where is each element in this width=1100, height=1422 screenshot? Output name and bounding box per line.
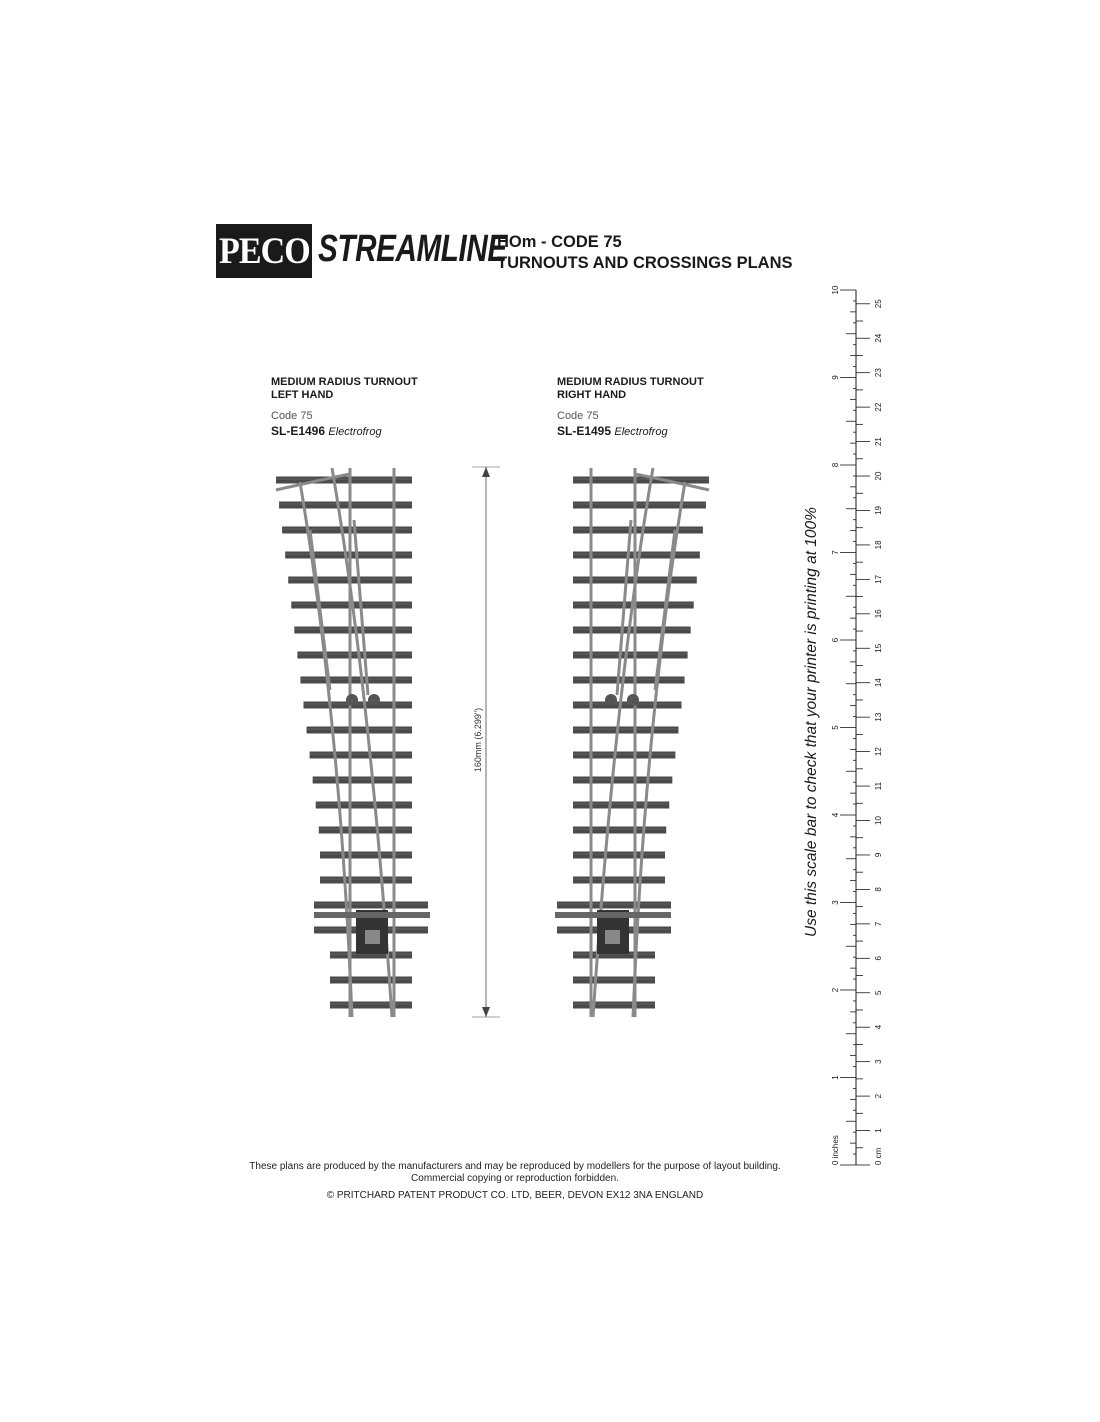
cm-label: 13 bbox=[874, 712, 883, 722]
sleeper bbox=[279, 502, 412, 509]
sleeper bbox=[573, 502, 706, 509]
scale-ruler bbox=[826, 280, 890, 1180]
inch-label: 3 bbox=[831, 900, 840, 905]
sleeper bbox=[330, 977, 412, 984]
frog-bolt bbox=[346, 694, 358, 706]
logo-brand: PECO bbox=[218, 230, 310, 272]
cm-label: 20 bbox=[874, 471, 883, 481]
sleeper bbox=[304, 702, 413, 709]
sleeper bbox=[557, 902, 671, 909]
sleeper bbox=[310, 752, 412, 759]
product-hand: RIGHT HAND bbox=[557, 389, 627, 401]
sleeper bbox=[573, 702, 682, 709]
cm-label: 8 bbox=[874, 887, 883, 892]
sleeper bbox=[319, 827, 412, 834]
inch-label: 5 bbox=[831, 725, 840, 730]
inch-label: 8 bbox=[831, 462, 840, 468]
cm-label: 1 bbox=[874, 1128, 883, 1133]
sleeper bbox=[573, 477, 709, 484]
cm-label: 25 bbox=[874, 299, 883, 309]
inch-label: 2 bbox=[831, 987, 840, 993]
inch-zero-label: 0 inches bbox=[831, 1135, 840, 1165]
cm-label: 15 bbox=[874, 643, 883, 653]
cm-label: 23 bbox=[874, 368, 883, 378]
sleeper bbox=[314, 902, 428, 909]
inch-label: 6 bbox=[831, 637, 840, 643]
cm-label: 4 bbox=[874, 1024, 883, 1030]
sleeper bbox=[307, 727, 412, 734]
point-motor-detail bbox=[365, 930, 380, 944]
cm-label: 16 bbox=[874, 609, 883, 619]
sleeper bbox=[573, 802, 669, 809]
sleeper bbox=[573, 752, 675, 759]
header-title: HOm - CODE 75 bbox=[497, 233, 622, 251]
cm-label: 18 bbox=[874, 540, 883, 550]
product-code: Code 75 bbox=[557, 410, 599, 422]
rail bbox=[633, 482, 685, 1017]
cm-label: 9 bbox=[874, 852, 883, 858]
sleeper bbox=[313, 777, 412, 784]
sleeper bbox=[316, 802, 412, 809]
product-right-label bbox=[557, 376, 704, 438]
footer-notice bbox=[210, 1161, 820, 1185]
cm-label: 12 bbox=[874, 747, 883, 757]
cm-label: 17 bbox=[874, 574, 883, 584]
product-type: Electrofrog bbox=[328, 426, 382, 438]
cm-label: 10 bbox=[874, 816, 883, 825]
product-left-label bbox=[271, 376, 418, 438]
sleeper bbox=[573, 777, 672, 784]
turnout-graphic bbox=[276, 468, 430, 1017]
footer-copyright: © PRITCHARD PATENT PRODUCT CO. LTD, BEER, DEVON EX12 3NA ENGLAND bbox=[326, 1190, 704, 1201]
product-type: Electrofrog bbox=[614, 426, 668, 438]
inch-label: 9 bbox=[831, 375, 840, 380]
sleeper bbox=[573, 827, 666, 834]
tie-bar bbox=[314, 912, 430, 918]
inch-label: 7 bbox=[831, 550, 840, 555]
inch-label: 1 bbox=[831, 1075, 840, 1080]
tie-bar bbox=[555, 912, 671, 918]
turnout-right-plan bbox=[545, 460, 715, 1025]
product-title: MEDIUM RADIUS TURNOUT bbox=[557, 376, 704, 388]
sleeper bbox=[276, 477, 412, 484]
cm-label: 2 bbox=[874, 1093, 883, 1099]
cm-label: 5 bbox=[874, 990, 883, 995]
product-code: Code 75 bbox=[271, 410, 313, 422]
footer-line-2: Commercial copying or reproduction forbidden. bbox=[411, 1173, 619, 1184]
sleeper bbox=[573, 727, 678, 734]
product-sku-line bbox=[271, 424, 418, 438]
cm-label: 21 bbox=[874, 437, 883, 447]
cm-label: 7 bbox=[874, 921, 883, 927]
turnout-left-plan bbox=[270, 460, 440, 1025]
sleeper bbox=[320, 877, 412, 884]
frog-bolt bbox=[605, 694, 617, 706]
product-hand: LEFT HAND bbox=[271, 389, 334, 401]
point-motor-detail bbox=[605, 930, 620, 944]
frog-bolt bbox=[627, 694, 639, 706]
cm-label: 6 bbox=[874, 956, 883, 961]
rail bbox=[300, 482, 352, 1017]
sleeper bbox=[330, 1002, 412, 1009]
ruler-note: Use this scale bar to check that your printer is printing at 100% bbox=[803, 507, 820, 937]
inch-label: 10 bbox=[831, 285, 840, 295]
product-sku: SL-E1496 bbox=[271, 424, 326, 438]
product-sku-line bbox=[557, 424, 704, 438]
sleeper bbox=[573, 852, 665, 859]
frog-bolt bbox=[368, 694, 380, 706]
cm-label: 24 bbox=[874, 333, 883, 343]
sleeper bbox=[320, 852, 412, 859]
sleeper bbox=[573, 977, 655, 984]
cm-label: 3 bbox=[874, 1059, 883, 1064]
product-title: MEDIUM RADIUS TURNOUT bbox=[271, 376, 418, 388]
cm-label: 11 bbox=[874, 781, 883, 791]
sleeper bbox=[573, 1002, 655, 1009]
cm-label: 19 bbox=[874, 506, 883, 515]
sleeper bbox=[573, 877, 665, 884]
inch-label: 4 bbox=[831, 812, 840, 818]
cm-zero-label: 0 cm bbox=[874, 1147, 883, 1165]
peco-logo bbox=[216, 224, 312, 278]
header-subtitle: TURNOUTS AND CROSSINGS PLANS bbox=[497, 254, 793, 272]
cm-label: 14 bbox=[874, 678, 883, 688]
cm-label: 22 bbox=[874, 402, 883, 412]
turnout-graphic bbox=[555, 468, 709, 1017]
logo-streamline: STREAMLINE bbox=[318, 228, 507, 270]
dimension-label: 160mm (6.299") bbox=[473, 707, 483, 773]
product-sku: SL-E1495 bbox=[557, 424, 612, 438]
footer-line-1: These plans are produced by the manufacturers and may be reproduced by modellers for the purpose of layout building. bbox=[249, 1161, 781, 1172]
